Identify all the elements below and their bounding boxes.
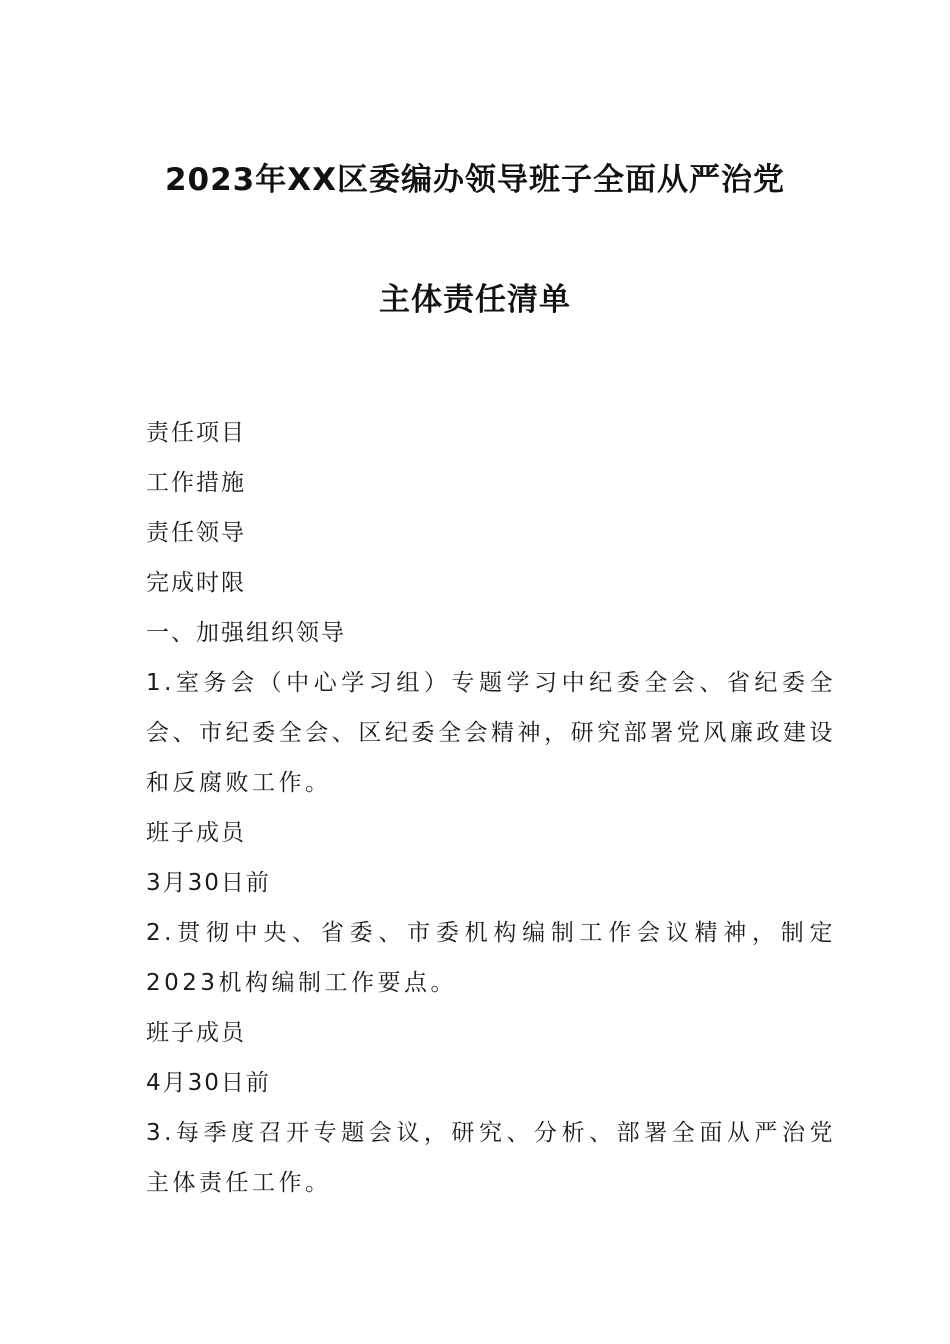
header-label-responsible-leader: 责任领导	[146, 520, 246, 546]
document-title-line-1: 2023年XX区委编办领导班子全面从严治党	[164, 162, 786, 198]
section-heading: 一、加强组织领导	[146, 620, 346, 646]
header-label-responsibility-item: 责任项目	[146, 420, 246, 446]
document-body	[146, 408, 836, 1208]
item-1-deadline: 3月30日前	[146, 870, 271, 896]
item-1-leader: 班子成员	[146, 820, 246, 846]
item-1-measure: 1.室务会（中心学习组）专题学习中纪委全会、省纪委全会、市纪委全会、区纪委全会精神，研究部署党风廉政建设和反腐败工作。	[146, 670, 836, 796]
item-2-deadline: 4月30日前	[146, 1070, 271, 1096]
item-2-leader: 班子成员	[146, 1020, 246, 1046]
header-label-deadline: 完成时限	[146, 570, 246, 596]
item-2-measure: 2.贯彻中央、省委、市委机构编制工作会议精神，制定2023机构编制工作要点。	[146, 920, 836, 996]
header-label-work-measures: 工作措施	[146, 470, 246, 496]
item-3-measure: 3.每季度召开专题会议，研究、分析、部署全面从严治党主体责任工作。	[146, 1120, 836, 1196]
document-title-line-2: 主体责任清单	[379, 282, 571, 318]
